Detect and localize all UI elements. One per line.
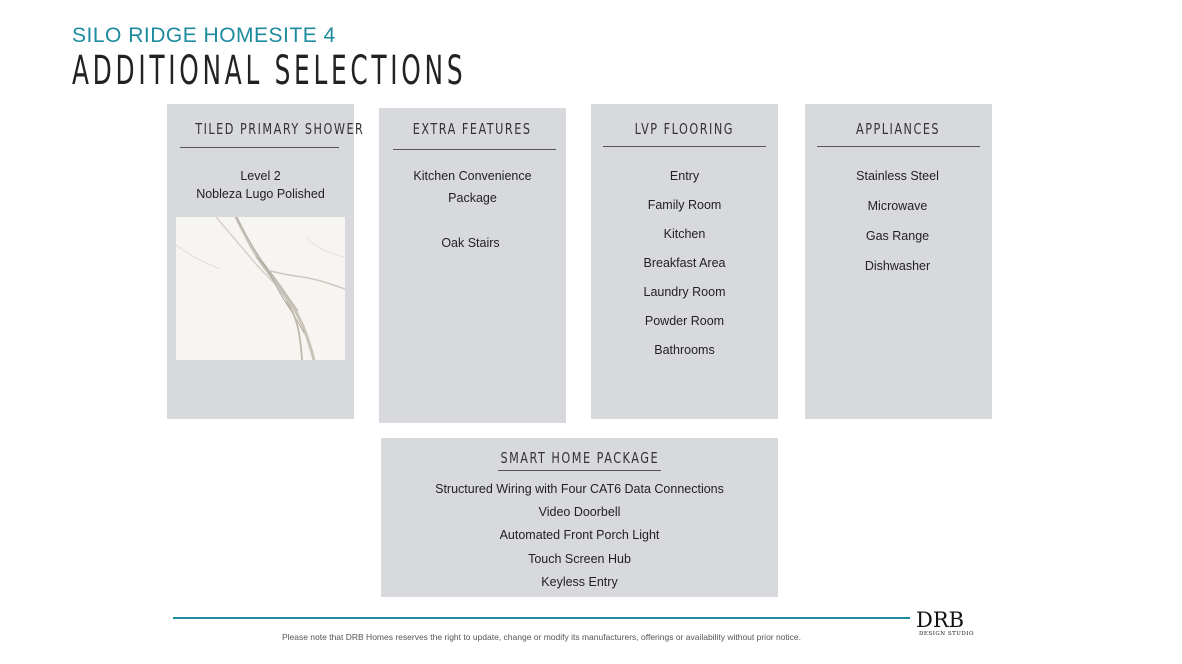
list-item: Package <box>448 191 497 205</box>
heading-rule <box>498 470 661 471</box>
page-title: ADDITIONAL SELECTIONS <box>72 48 467 94</box>
heading-rule <box>817 146 980 147</box>
list-item: Laundry Room <box>643 285 726 299</box>
panel-appliances <box>805 104 992 419</box>
list-item: Microwave <box>867 199 928 213</box>
panel-heading <box>591 120 778 138</box>
panel-heading <box>805 120 992 138</box>
list-item: Automated Front Porch Light <box>499 528 660 542</box>
list-item: Oak Stairs <box>441 236 500 250</box>
list-item: Nobleza Lugo Polished <box>196 187 325 201</box>
panel-heading-text: TILED PRIMARY SHOWER <box>195 120 365 138</box>
list-item: Dishwasher <box>864 259 931 273</box>
list-item: Entry <box>669 169 700 183</box>
list-item: Kitchen Convenience <box>413 169 532 183</box>
list-item: Structured Wiring with Four CAT6 Data Connections <box>435 482 724 496</box>
drb-design-studio-logo <box>916 609 978 645</box>
heading-rule <box>603 146 766 147</box>
marble-texture-image <box>176 217 345 360</box>
list-item: Bathrooms <box>654 343 715 357</box>
list-item: Touch Screen Hub <box>528 552 631 566</box>
footer-divider <box>173 617 910 619</box>
heading-rule <box>180 147 339 148</box>
list-item: Family Room <box>647 198 722 212</box>
panel-heading-text: APPLIANCES <box>856 120 941 138</box>
panel-heading-text: LVP FLOORING <box>634 120 735 138</box>
panel-heading-text: SMART HOME PACKAGE <box>500 449 659 467</box>
list-item: Stainless Steel <box>856 169 939 183</box>
panel-smart-home-package <box>381 438 778 597</box>
heading-rule <box>393 149 556 150</box>
panel-heading <box>167 120 365 138</box>
panel-tiled-primary-shower <box>167 104 365 419</box>
page-subtitle: SILO RIDGE HOMESITE 4 <box>72 24 336 47</box>
list-item: Gas Range <box>865 229 930 243</box>
panel-lvp-flooring <box>591 104 778 419</box>
list-item: Kitchen <box>663 227 706 241</box>
list-item: Level 2 <box>240 169 281 183</box>
logo-subtitle: DESIGN STUDIO <box>919 631 974 637</box>
list-item: Powder Room <box>644 314 725 328</box>
marble-tile-swatch <box>176 217 345 360</box>
panel-heading <box>381 449 778 467</box>
disclaimer-text: Please note that DRB Homes reserves the right to update, change or modify its manufacturers, offerings or availability without prior notice. <box>281 632 802 642</box>
list-item: Video Doorbell <box>538 505 621 519</box>
panel-heading <box>379 120 566 138</box>
panel-extra-features <box>379 108 566 423</box>
list-item: Keyless Entry <box>541 575 618 589</box>
logo-mark: DRB <box>916 608 965 632</box>
list-item: Breakfast Area <box>643 256 726 270</box>
panel-heading-text: EXTRA FEATURES <box>413 120 532 138</box>
